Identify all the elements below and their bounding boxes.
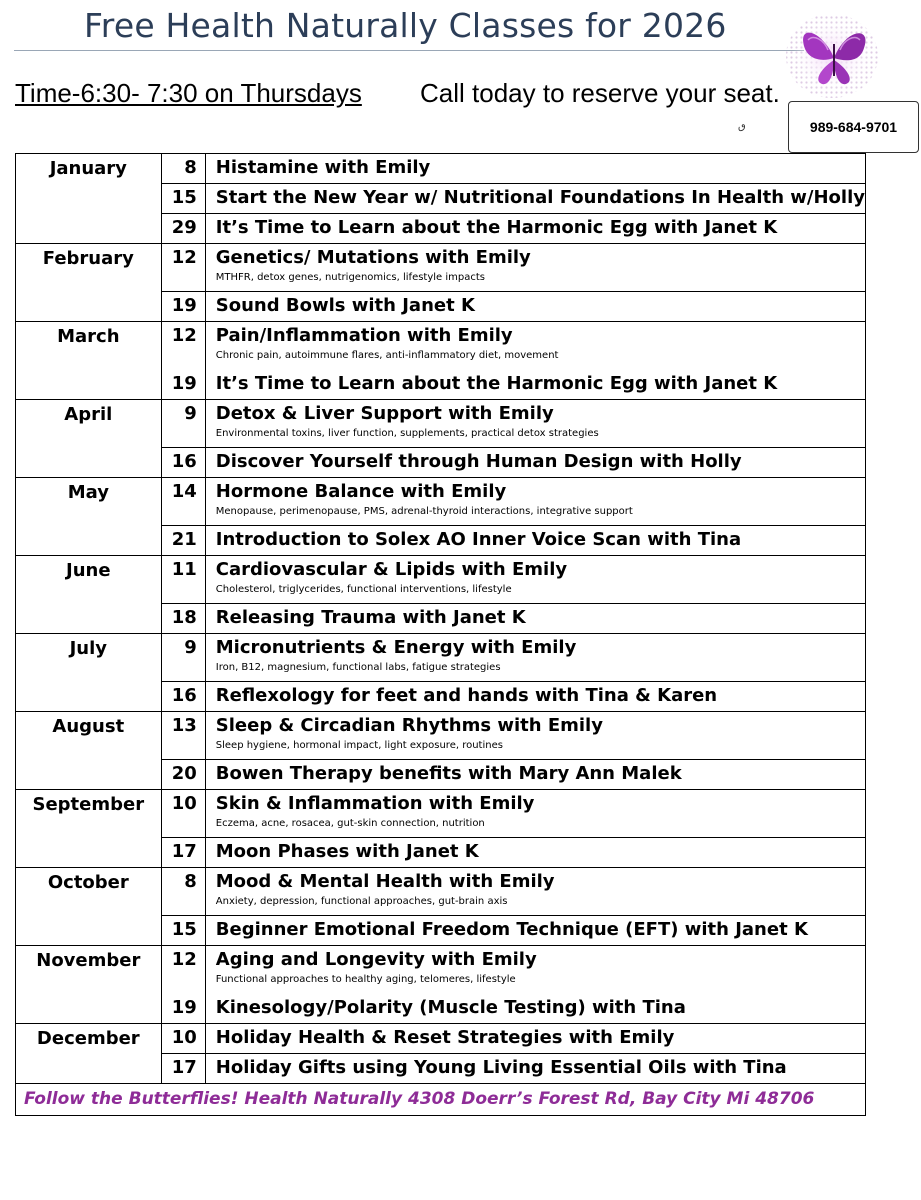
class-topic — [205, 184, 865, 214]
month-cell: December — [16, 1024, 162, 1084]
month-cell: January — [16, 154, 162, 244]
class-topic — [205, 946, 865, 994]
class-day: 29 — [161, 214, 205, 244]
class-topic — [205, 400, 865, 448]
class-day: 19 — [161, 994, 205, 1024]
footer-address: Follow the Butterflies! Health Naturally 4308 Doerr’s Forest Rd, Bay City Mi 48706 — [16, 1084, 866, 1116]
class-day: 10 — [161, 790, 205, 838]
table-row — [16, 154, 866, 184]
table-row — [16, 244, 866, 292]
title-divider — [14, 50, 804, 51]
class-title: Skin & Inflammation with Emily — [215, 793, 535, 814]
class-description: Iron, B12, magnesium, functional labs, fatigue strategies — [215, 662, 501, 673]
class-description: Eczema, acne, rosacea, gut-skin connection, nutrition — [215, 818, 485, 829]
table-row — [16, 1024, 866, 1054]
month-cell: November — [16, 946, 162, 1024]
month-cell: February — [16, 244, 162, 322]
table-row — [16, 400, 866, 448]
class-title: Releasing Trauma with Janet K — [215, 607, 526, 628]
class-title: Hormone Balance with Emily — [215, 481, 507, 502]
class-title: Aging and Longevity with Emily — [215, 949, 537, 970]
class-topic — [205, 916, 865, 946]
class-topic — [205, 790, 865, 838]
class-day: 15 — [161, 916, 205, 946]
class-day: 18 — [161, 604, 205, 634]
class-topic — [205, 370, 865, 400]
table-row — [16, 946, 866, 994]
class-day: 15 — [161, 184, 205, 214]
class-title: Micronutrients & Energy with Emily — [215, 637, 577, 658]
class-topic — [205, 634, 865, 682]
class-topic — [205, 244, 865, 292]
class-day: 11 — [161, 556, 205, 604]
class-topic — [205, 154, 865, 184]
class-title: Beginner Emotional Freedom Technique (EFT) with Janet K — [215, 919, 808, 940]
class-day: 9 — [161, 634, 205, 682]
class-topic — [205, 682, 865, 712]
class-title: Moon Phases with Janet K — [215, 841, 479, 862]
class-title: Bowen Therapy benefits with Mary Ann Malek — [215, 763, 682, 784]
class-description: Environmental toxins, liver function, supplements, practical detox strategies — [215, 428, 599, 439]
class-day: 17 — [161, 838, 205, 868]
class-description: Sleep hygiene, hormonal impact, light exposure, routines — [215, 740, 503, 751]
table-row — [16, 556, 866, 604]
table-row — [16, 634, 866, 682]
table-row — [16, 790, 866, 838]
class-title: Detox & Liver Support with Emily — [215, 403, 554, 424]
class-day: 19 — [161, 292, 205, 322]
class-topic — [205, 1024, 865, 1054]
class-topic — [205, 556, 865, 604]
class-title: Cardiovascular & Lipids with Emily — [215, 559, 568, 580]
class-day: 9 — [161, 400, 205, 448]
phone-number: 989-684-9701 — [809, 119, 898, 135]
class-title: Pain/Inflammation with Emily — [215, 325, 513, 346]
page-title: Free Health Naturally Classes for 2026 — [84, 6, 727, 45]
class-description: Chronic pain, autoimmune flares, anti-inflammatory diet, movement — [215, 350, 559, 361]
class-day: 19 — [161, 370, 205, 400]
month-cell: October — [16, 868, 162, 946]
class-topic — [205, 448, 865, 478]
month-cell: July — [16, 634, 162, 712]
class-day: 17 — [161, 1054, 205, 1084]
month-cell: March — [16, 322, 162, 400]
class-description: Anxiety, depression, functional approaches, gut-brain axis — [215, 896, 508, 907]
decorative-mark: ٯ — [738, 121, 746, 132]
class-day: 8 — [161, 154, 205, 184]
class-topic — [205, 712, 865, 760]
month-cell: August — [16, 712, 162, 790]
class-description: Cholesterol, triglycerides, functional interventions, lifestyle — [215, 584, 512, 595]
class-day: 21 — [161, 526, 205, 556]
class-description: MTHFR, detox genes, nutrigenomics, lifestyle impacts — [215, 272, 486, 283]
class-topic — [205, 994, 865, 1024]
class-day: 12 — [161, 244, 205, 292]
class-title: Start the New Year w/ Nutritional Foundations In Health w/Holly — [215, 187, 865, 208]
class-topic — [205, 292, 865, 322]
table-row — [16, 322, 866, 370]
class-title: Sleep & Circadian Rhythms with Emily — [215, 715, 603, 736]
class-title: It’s Time to Learn about the Harmonic Egg with Janet K — [215, 217, 778, 238]
class-topic — [205, 1054, 865, 1084]
month-cell: June — [16, 556, 162, 634]
class-title: Holiday Health & Reset Strategies with Emily — [215, 1027, 675, 1048]
class-topic — [205, 214, 865, 244]
class-day: 10 — [161, 1024, 205, 1054]
class-topic — [205, 838, 865, 868]
class-day: 20 — [161, 760, 205, 790]
month-cell: September — [16, 790, 162, 868]
class-topic — [205, 868, 865, 916]
class-topic — [205, 526, 865, 556]
class-title: Introduction to Solex AO Inner Voice Scan with Tina — [215, 529, 742, 550]
table-row — [16, 712, 866, 760]
call-to-action: Call today to reserve your seat. — [420, 78, 780, 108]
class-time: Time-6:30- 7:30 on Thursdays — [15, 78, 362, 108]
table-row — [16, 478, 866, 526]
class-description: Menopause, perimenopause, PMS, adrenal-thyroid interactions, integrative support — [215, 506, 633, 517]
class-title: Discover Yourself through Human Design with Holly — [215, 451, 742, 472]
class-topic — [205, 760, 865, 790]
class-title: Kinesology/Polarity (Muscle Testing) with Tina — [215, 996, 686, 1018]
class-day: 14 — [161, 478, 205, 526]
class-title: It’s Time to Learn about the Harmonic Egg with Janet K — [215, 372, 778, 394]
class-title: Holiday Gifts using Young Living Essential Oils with Tina — [215, 1057, 787, 1078]
class-title: Genetics/ Mutations with Emily — [215, 247, 531, 268]
class-day: 12 — [161, 946, 205, 994]
class-title: Mood & Mental Health with Emily — [215, 871, 555, 892]
class-topic — [205, 322, 865, 370]
class-day: 13 — [161, 712, 205, 760]
table-row — [16, 868, 866, 916]
class-day: 8 — [161, 868, 205, 916]
phone-number-callout — [788, 101, 919, 153]
table-row — [16, 1084, 866, 1116]
class-day: 16 — [161, 448, 205, 478]
class-title: Reflexology for feet and hands with Tina & Karen — [215, 685, 718, 706]
month-cell: April — [16, 400, 162, 478]
class-day: 12 — [161, 322, 205, 370]
class-day: 16 — [161, 682, 205, 712]
month-cell: May — [16, 478, 162, 556]
class-title: Sound Bowls with Janet K — [215, 295, 475, 316]
butterfly-icon — [784, 10, 884, 102]
class-topic — [205, 478, 865, 526]
class-title: Histamine with Emily — [215, 157, 431, 178]
class-schedule-table — [15, 153, 866, 1116]
class-topic — [205, 604, 865, 634]
class-description: Functional approaches to healthy aging, telomeres, lifestyle — [215, 974, 516, 985]
